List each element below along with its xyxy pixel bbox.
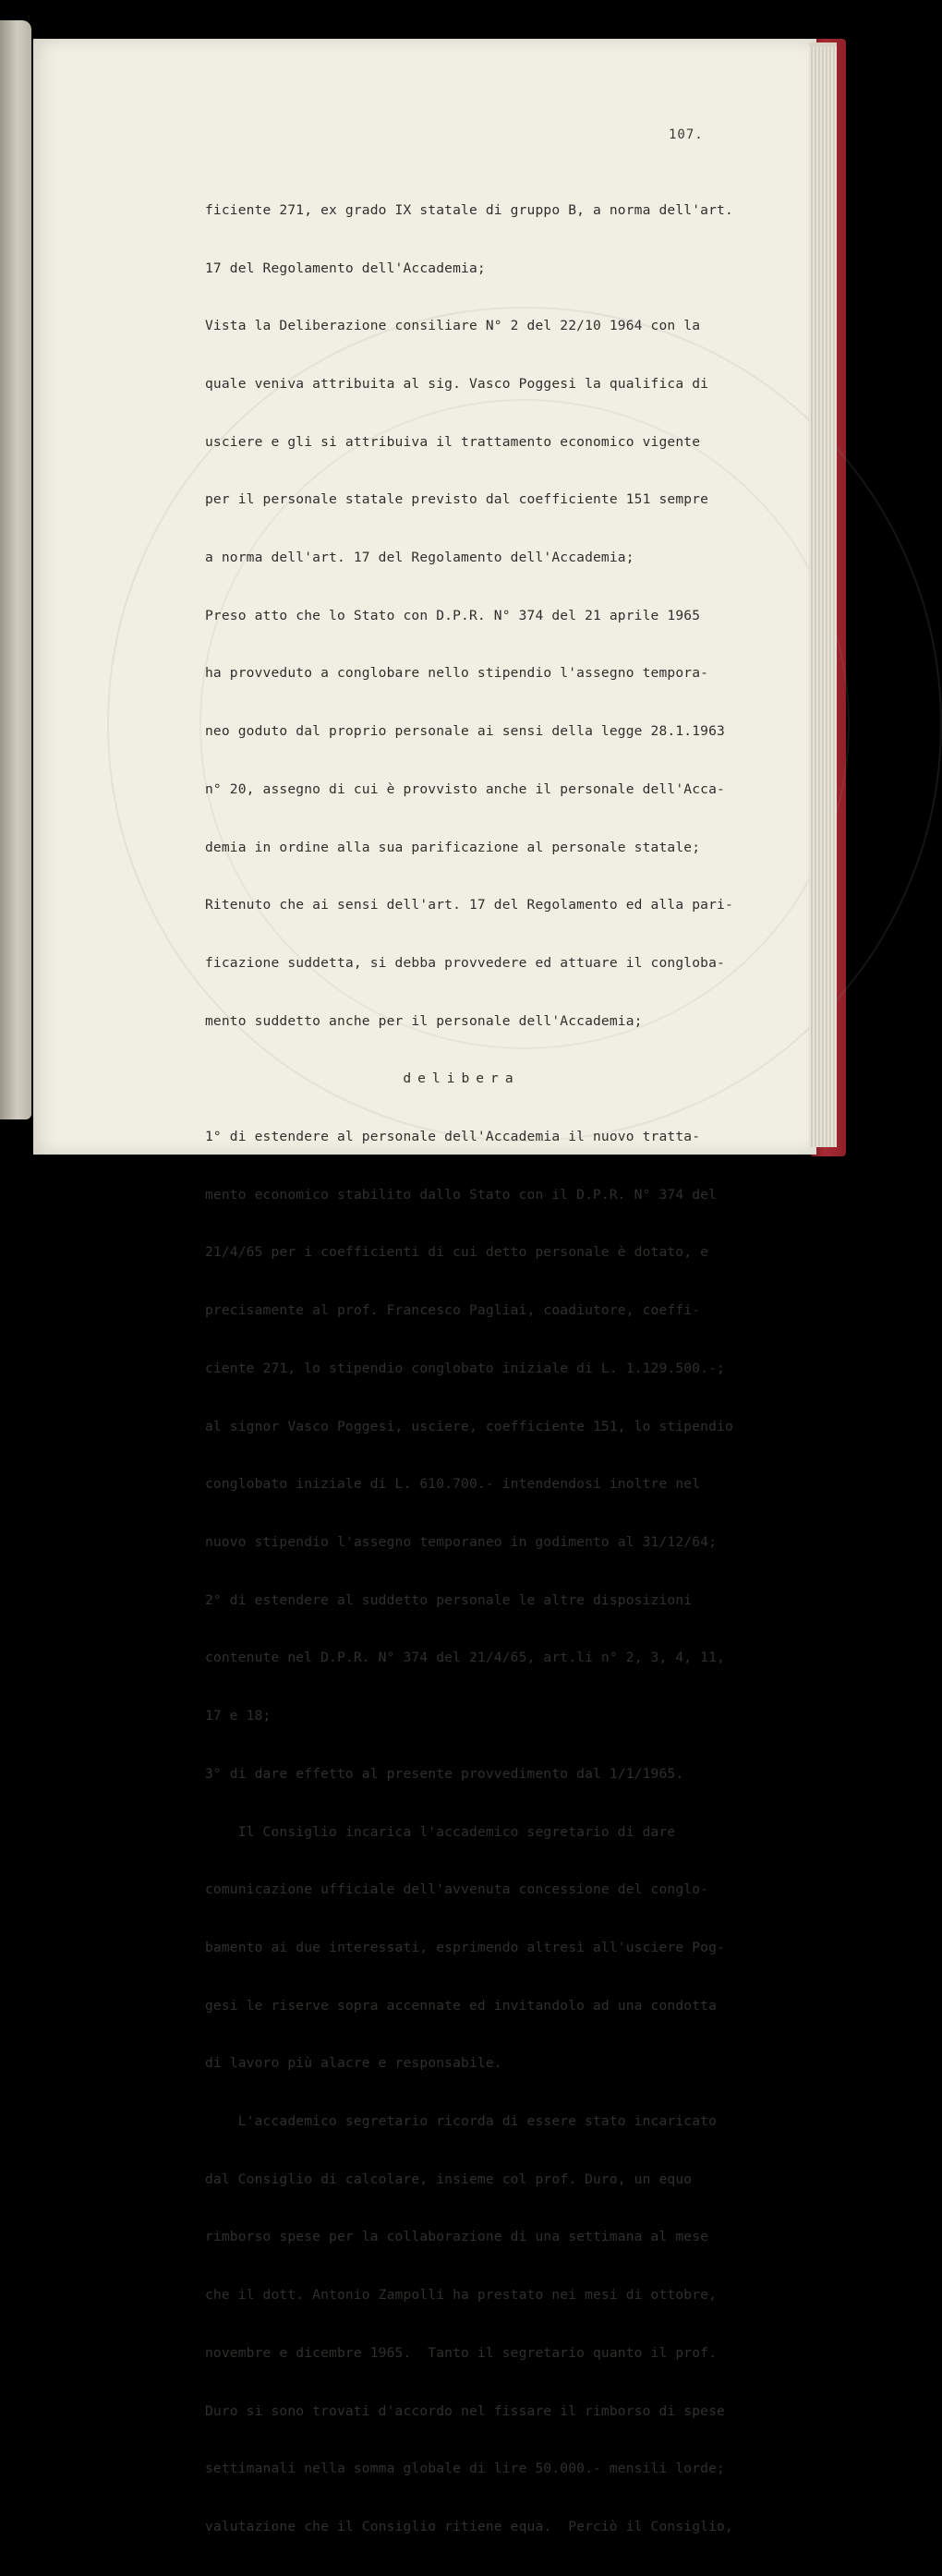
text-line: dal Consiglio di calcolare, insieme col prof. Duro, un equo: [205, 2171, 693, 2187]
text-line: usciere e gli si attribuiva il trattamento economico vigente: [205, 433, 701, 450]
text-line: di lavoro più alacre e responsabile.: [205, 2055, 502, 2072]
text-line: ficazione suddetta, si debba provvedere ed attuare il congloba-: [205, 954, 725, 971]
text-line: 17 e 18;: [205, 1708, 272, 1724]
text-line: 21/4/65 per i coefficienti di cui detto personale è dotato, e: [205, 1244, 709, 1261]
text-line: 3° di dare effetto al presente provvedimento dal 1/1/1965.: [205, 1765, 684, 1782]
text-line: al signor Vasco Poggesi, usciere, coefficiente 151, lo stipendio: [205, 1418, 733, 1434]
left-page-edge: [0, 20, 31, 1119]
text-line: gesi le riserve sopra accennate ed invitandolo ad una condotta: [205, 1997, 718, 2014]
text-line: nuovo stipendio l'assegno temporaneo in godimento al 31/12/64;: [205, 1533, 718, 1550]
text-line: comunicazione ufficiale dell'avvenuta concessione del conglo-: [205, 1881, 709, 1898]
text-line: mento economico stabilito dallo Stato con il D.P.R. N° 374 del: [205, 1186, 718, 1203]
text-line: precisamente al prof. Francesco Pagliai, coadiutore, coeffi-: [205, 1302, 701, 1319]
text-line: novembre e dicembre 1965. Tanto il segretario quanto il prof.: [205, 2344, 718, 2361]
text-line: Vista la Deliberazione consiliare N° 2 del 22/10 1964 con la: [205, 318, 701, 334]
text-line: mento suddetto anche per il personale dell'Accademia;: [205, 1012, 643, 1029]
page-number: 107.: [669, 127, 704, 142]
text-line: demia in ordine alla sua parificazione al personale statale;: [205, 839, 701, 855]
text-line: ficiente 271, ex grado IX statale di gruppo B, a norma dell'art.: [205, 201, 733, 218]
text-line: quale veniva attribuita al sig. Vasco Poggesi la qualifica di: [205, 375, 709, 392]
text-line: contenute nel D.P.R. N° 374 del 21/4/65, art.li n° 2, 3, 4, 11,: [205, 1650, 725, 1666]
text-line: Ritenuto che ai sensi dell'art. 17 del Regolamento ed alla pari-: [205, 897, 733, 913]
text-line: per il personale statale previsto dal coefficiente 151 sempre: [205, 491, 709, 508]
text-line: ciente 271, lo stipendio conglobato iniziale di L. 1.129.500.-;: [205, 1360, 725, 1376]
text-line: neo goduto dal proprio personale ai sensi della legge 28.1.1963: [205, 723, 725, 740]
text-line: che il dott. Antonio Zampolli ha prestato nei mesi di ottobre,: [205, 2287, 718, 2304]
text-line: conglobato iniziale di L. 610.700.- intendendosi inoltre nel: [205, 1476, 701, 1493]
text-line: settimanali nella somma globale di lire 50.000.- mensili lorde;: [205, 2461, 725, 2477]
text-line: valutazione che il Consiglio ritiene equa. Perciò il Consiglio,: [205, 2518, 733, 2534]
text-line: Il Consiglio incarica l'accademico segretario di dare: [205, 1823, 676, 1840]
text-line: Duro si sono trovati d'accordo nel fissare il rimborso di spese: [205, 2402, 725, 2419]
page-block-edges: [809, 46, 837, 1147]
text-line: 2° di estendere al suddetto personale le altre disposizioni: [205, 1591, 693, 1608]
text-line: L'accademico segretario ricorda di essere stato incaricato: [205, 2113, 718, 2130]
text-line: ha provveduto a conglobare nello stipendio l'assegno tempora-: [205, 665, 709, 682]
text-line: 17 del Regolamento dell'Accademia;: [205, 260, 486, 276]
typed-text-block: [205, 163, 759, 2576]
delibera-heading: delibera: [403, 1070, 520, 1087]
text-line: a norma dell'art. 17 del Regolamento dell'Accademia;: [205, 550, 634, 566]
text-line: rimborso spese per la collaborazione di una settimana al mese: [205, 2229, 709, 2245]
text-line: Preso atto che lo Stato con D.P.R. N° 374 del 21 aprile 1965: [205, 607, 701, 623]
text-line: 1° di estendere al personale dell'Accademia il nuovo tratta-: [205, 1129, 701, 1145]
text-line: n° 20, assegno di cui è provvisto anche il personale dell'Acca-: [205, 780, 725, 797]
text-line: bamento ai due interessati, esprimendo altresì all'usciere Pog-: [205, 1939, 725, 1955]
